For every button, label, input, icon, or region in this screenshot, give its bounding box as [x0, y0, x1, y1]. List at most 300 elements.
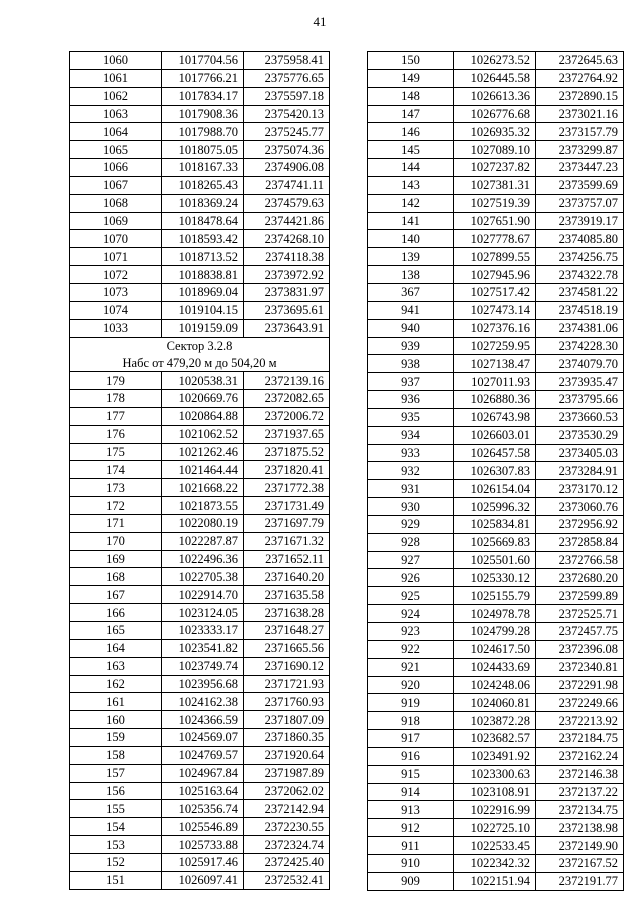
point-number: 161: [70, 693, 162, 711]
point-number: 171: [70, 514, 162, 532]
point-number: 929: [368, 515, 454, 533]
table-row: [70, 212, 330, 230]
x-coordinate: 1027089.10: [454, 141, 536, 159]
table-row: [70, 675, 330, 693]
x-coordinate: 1021873.55: [162, 497, 244, 515]
point-number: 1062: [70, 87, 162, 105]
table-row: [70, 248, 330, 266]
x-coordinate: 1027778.67: [454, 230, 536, 248]
y-coordinate: 2372062.02: [244, 782, 330, 800]
table-row: [368, 337, 624, 355]
point-number: 941: [368, 301, 454, 319]
y-coordinate: 2372525.71: [536, 605, 624, 623]
table-row: [70, 853, 330, 871]
y-coordinate: 2371772.38: [244, 479, 330, 497]
point-number: 927: [368, 551, 454, 569]
table-row: [368, 569, 624, 587]
y-coordinate: 2371652.11: [244, 550, 330, 568]
x-coordinate: 1025330.12: [454, 569, 536, 587]
table-row: [368, 355, 624, 373]
table-row: [368, 872, 624, 890]
table-row: [368, 605, 624, 623]
y-coordinate: 2373831.97: [244, 283, 330, 301]
y-coordinate: 2375074.36: [244, 141, 330, 159]
table-row: [368, 283, 624, 301]
table-row: [368, 515, 624, 533]
x-coordinate: 1021668.22: [162, 479, 244, 497]
x-coordinate: 1027138.47: [454, 355, 536, 373]
point-number: 917: [368, 730, 454, 748]
table-row: [368, 658, 624, 676]
x-coordinate: 1026776.68: [454, 105, 536, 123]
x-coordinate: 1022725.10: [454, 819, 536, 837]
point-number: 168: [70, 568, 162, 586]
point-number: 928: [368, 533, 454, 551]
x-coordinate: 1026603.01: [454, 426, 536, 444]
y-coordinate: 2372249.66: [536, 694, 624, 712]
table-row: [70, 800, 330, 818]
table-row: [368, 176, 624, 194]
point-number: 914: [368, 783, 454, 801]
point-number: 930: [368, 498, 454, 516]
x-coordinate: 1022342.32: [454, 854, 536, 872]
y-coordinate: 2371665.56: [244, 639, 330, 657]
table-row: [70, 764, 330, 782]
y-coordinate: 2374741.11: [244, 176, 330, 194]
y-coordinate: 2372230.55: [244, 818, 330, 836]
x-coordinate: 1025917.46: [162, 853, 244, 871]
section-title: Сектор 3.2.8: [70, 337, 330, 354]
table-row: [368, 694, 624, 712]
y-coordinate: 2372890.15: [536, 87, 624, 105]
table-row: [70, 266, 330, 284]
y-coordinate: 2372680.20: [536, 569, 624, 587]
x-coordinate: 1026273.52: [454, 52, 536, 70]
y-coordinate: 2371648.27: [244, 622, 330, 640]
x-coordinate: 1026880.36: [454, 391, 536, 409]
section-header-row: [70, 337, 330, 354]
section-subheader-row: [70, 354, 330, 371]
x-coordinate: 1024967.84: [162, 764, 244, 782]
table-row: [70, 836, 330, 854]
table-row: [70, 693, 330, 711]
point-number: 170: [70, 532, 162, 550]
table-row: [368, 462, 624, 480]
point-number: 144: [368, 159, 454, 177]
y-coordinate: 2371987.89: [244, 764, 330, 782]
table-row: [70, 52, 330, 70]
table-row: [368, 141, 624, 159]
point-number: 148: [368, 87, 454, 105]
x-coordinate: 1022496.36: [162, 550, 244, 568]
point-number: 142: [368, 194, 454, 212]
y-coordinate: 2374118.38: [244, 248, 330, 266]
x-coordinate: 1017704.56: [162, 52, 244, 70]
y-coordinate: 2373284.91: [536, 462, 624, 480]
y-coordinate: 2371820.41: [244, 461, 330, 479]
table-row: [368, 444, 624, 462]
x-coordinate: 1018075.05: [162, 141, 244, 159]
table-row: [70, 443, 330, 461]
y-coordinate: 2371920.64: [244, 746, 330, 764]
table-row: [368, 747, 624, 765]
table-row: [368, 230, 624, 248]
table-row: [70, 69, 330, 87]
y-coordinate: 2375420.13: [244, 105, 330, 123]
table-row: [70, 176, 330, 194]
x-coordinate: 1023749.74: [162, 657, 244, 675]
point-number: 913: [368, 801, 454, 819]
x-coordinate: 1021262.46: [162, 443, 244, 461]
point-number: 909: [368, 872, 454, 890]
point-number: 172: [70, 497, 162, 515]
point-number: 912: [368, 819, 454, 837]
y-coordinate: 2374085.80: [536, 230, 624, 248]
y-coordinate: 2372139.16: [244, 372, 330, 390]
point-number: 937: [368, 373, 454, 391]
point-number: 165: [70, 622, 162, 640]
x-coordinate: 1023682.57: [454, 730, 536, 748]
point-number: 138: [368, 266, 454, 284]
x-coordinate: 1023956.68: [162, 675, 244, 693]
point-number: 173: [70, 479, 162, 497]
section-subtitle: Набс от 479,20 м до 504,20 м: [70, 354, 330, 371]
y-coordinate: 2372457.75: [536, 623, 624, 641]
table-row: [70, 105, 330, 123]
point-number: 146: [368, 123, 454, 141]
x-coordinate: 1022914.70: [162, 586, 244, 604]
point-number: 159: [70, 729, 162, 747]
y-coordinate: 2372766.58: [536, 551, 624, 569]
x-coordinate: 1023300.63: [454, 765, 536, 783]
x-coordinate: 1024162.38: [162, 693, 244, 711]
table-row: [368, 498, 624, 516]
point-number: 162: [70, 675, 162, 693]
y-coordinate: 2374381.06: [536, 319, 624, 337]
y-coordinate: 2374579.63: [244, 194, 330, 212]
table-row: [70, 746, 330, 764]
table-row: [368, 533, 624, 551]
y-coordinate: 2375597.18: [244, 87, 330, 105]
y-coordinate: 2371638.28: [244, 604, 330, 622]
y-coordinate: 2372162.24: [536, 747, 624, 765]
point-number: 940: [368, 319, 454, 337]
point-number: 926: [368, 569, 454, 587]
table-row: [368, 391, 624, 409]
x-coordinate: 1019104.15: [162, 301, 244, 319]
y-coordinate: 2372324.74: [244, 836, 330, 854]
point-number: 177: [70, 407, 162, 425]
x-coordinate: 1018265.43: [162, 176, 244, 194]
x-coordinate: 1024248.06: [454, 676, 536, 694]
table-row: [368, 105, 624, 123]
point-number: 915: [368, 765, 454, 783]
x-coordinate: 1026097.41: [162, 871, 244, 889]
point-number: 939: [368, 337, 454, 355]
page-number: 41: [313, 14, 327, 29]
x-coordinate: 1022916.99: [454, 801, 536, 819]
y-coordinate: 2374421.86: [244, 212, 330, 230]
x-coordinate: 1024978.78: [454, 605, 536, 623]
table-row: [70, 657, 330, 675]
y-coordinate: 2372764.92: [536, 69, 624, 87]
y-coordinate: 2373757.07: [536, 194, 624, 212]
y-coordinate: 2375776.65: [244, 69, 330, 87]
point-number: 1063: [70, 105, 162, 123]
table-row: [368, 765, 624, 783]
table-row: [368, 640, 624, 658]
x-coordinate: 1017766.21: [162, 69, 244, 87]
x-coordinate: 1025155.79: [454, 587, 536, 605]
point-number: 1067: [70, 176, 162, 194]
x-coordinate: 1023491.92: [454, 747, 536, 765]
x-coordinate: 1017834.17: [162, 87, 244, 105]
y-coordinate: 2375245.77: [244, 123, 330, 141]
point-number: 911: [368, 837, 454, 855]
x-coordinate: 1023124.05: [162, 604, 244, 622]
x-coordinate: 1018969.04: [162, 283, 244, 301]
x-coordinate: 1018478.64: [162, 212, 244, 230]
table-row: [368, 801, 624, 819]
table-row: [70, 141, 330, 159]
x-coordinate: 1022705.38: [162, 568, 244, 586]
y-coordinate: 2373795.66: [536, 391, 624, 409]
x-coordinate: 1026445.58: [454, 69, 536, 87]
table-row: [368, 266, 624, 284]
x-coordinate: 1023541.82: [162, 639, 244, 657]
table-row: [368, 837, 624, 855]
table-row: [368, 712, 624, 730]
x-coordinate: 1020538.31: [162, 372, 244, 390]
point-number: 153: [70, 836, 162, 854]
point-number: 175: [70, 443, 162, 461]
y-coordinate: 2371860.35: [244, 729, 330, 747]
y-coordinate: 2371760.93: [244, 693, 330, 711]
y-coordinate: 2372291.98: [536, 676, 624, 694]
point-number: 916: [368, 747, 454, 765]
x-coordinate: 1021062.52: [162, 425, 244, 443]
table-row: [368, 159, 624, 177]
point-number: 1070: [70, 230, 162, 248]
point-number: 157: [70, 764, 162, 782]
x-coordinate: 1027011.93: [454, 373, 536, 391]
y-coordinate: 2372425.40: [244, 853, 330, 871]
x-coordinate: 1027376.16: [454, 319, 536, 337]
x-coordinate: 1024060.81: [454, 694, 536, 712]
y-coordinate: 2373599.69: [536, 176, 624, 194]
x-coordinate: 1018713.52: [162, 248, 244, 266]
point-number: 145: [368, 141, 454, 159]
x-coordinate: 1018167.33: [162, 159, 244, 177]
x-coordinate: 1023108.91: [454, 783, 536, 801]
y-coordinate: 2371731.49: [244, 497, 330, 515]
x-coordinate: 1026743.98: [454, 408, 536, 426]
point-number: 1073: [70, 283, 162, 301]
x-coordinate: 1025669.83: [454, 533, 536, 551]
table-row: [368, 123, 624, 141]
y-coordinate: 2373447.23: [536, 159, 624, 177]
y-coordinate: 2373643.91: [244, 319, 330, 337]
table-row: [70, 497, 330, 515]
table-row: [70, 87, 330, 105]
table-row: [70, 372, 330, 390]
point-number: 1069: [70, 212, 162, 230]
y-coordinate: 2371635.58: [244, 586, 330, 604]
x-coordinate: 1019159.09: [162, 319, 244, 337]
table-row: [368, 373, 624, 391]
y-coordinate: 2373405.03: [536, 444, 624, 462]
table-row: [70, 550, 330, 568]
y-coordinate: 2372599.89: [536, 587, 624, 605]
y-coordinate: 2373157.79: [536, 123, 624, 141]
point-number: 156: [70, 782, 162, 800]
table-row: [368, 248, 624, 266]
point-number: 164: [70, 639, 162, 657]
y-coordinate: 2374079.70: [536, 355, 624, 373]
y-coordinate: 2375958.41: [244, 52, 330, 70]
point-number: 163: [70, 657, 162, 675]
x-coordinate: 1027237.82: [454, 159, 536, 177]
x-coordinate: 1024799.28: [454, 623, 536, 641]
table-row: [368, 52, 624, 70]
table-row: [70, 604, 330, 622]
x-coordinate: 1027945.96: [454, 266, 536, 284]
table-row: [368, 480, 624, 498]
x-coordinate: 1026457.58: [454, 444, 536, 462]
point-number: 1074: [70, 301, 162, 319]
y-coordinate: 2371875.52: [244, 443, 330, 461]
x-coordinate: 1027899.55: [454, 248, 536, 266]
table-row: [368, 587, 624, 605]
y-coordinate: 2373299.87: [536, 141, 624, 159]
y-coordinate: 2374268.10: [244, 230, 330, 248]
table-row: [70, 407, 330, 425]
y-coordinate: 2374322.78: [536, 266, 624, 284]
table-row: [368, 676, 624, 694]
table-row: [368, 194, 624, 212]
x-coordinate: 1024769.57: [162, 746, 244, 764]
point-number: 918: [368, 712, 454, 730]
y-coordinate: 2372167.52: [536, 854, 624, 872]
table-row: [70, 283, 330, 301]
coordinates-table-right: [367, 51, 624, 891]
x-coordinate: 1024433.69: [454, 658, 536, 676]
x-coordinate: 1027381.31: [454, 176, 536, 194]
point-number: 150: [368, 52, 454, 70]
table-row: [368, 426, 624, 444]
y-coordinate: 2372340.81: [536, 658, 624, 676]
x-coordinate: 1020669.76: [162, 390, 244, 408]
point-number: 931: [368, 480, 454, 498]
point-number: 152: [70, 853, 162, 871]
table-row: [70, 586, 330, 604]
table-row: [368, 551, 624, 569]
x-coordinate: 1026613.36: [454, 87, 536, 105]
y-coordinate: 2371937.65: [244, 425, 330, 443]
point-number: 1071: [70, 248, 162, 266]
point-number: 179: [70, 372, 162, 390]
point-number: 920: [368, 676, 454, 694]
point-number: 925: [368, 587, 454, 605]
y-coordinate: 2373919.17: [536, 212, 624, 230]
point-number: 922: [368, 640, 454, 658]
y-coordinate: 2372396.08: [536, 640, 624, 658]
y-coordinate: 2372134.75: [536, 801, 624, 819]
x-coordinate: 1021464.44: [162, 461, 244, 479]
table-row: [70, 425, 330, 443]
x-coordinate: 1025996.32: [454, 498, 536, 516]
table-row: [70, 729, 330, 747]
point-number: 151: [70, 871, 162, 889]
y-coordinate: 2372532.41: [244, 871, 330, 889]
y-coordinate: 2372149.90: [536, 837, 624, 855]
x-coordinate: 1024569.07: [162, 729, 244, 747]
point-number: 160: [70, 711, 162, 729]
point-number: 178: [70, 390, 162, 408]
y-coordinate: 2371690.12: [244, 657, 330, 675]
y-coordinate: 2372137.22: [536, 783, 624, 801]
point-number: 139: [368, 248, 454, 266]
table-row: [70, 711, 330, 729]
point-number: 1066: [70, 159, 162, 177]
x-coordinate: 1026935.32: [454, 123, 536, 141]
coordinates-table-left: [69, 51, 330, 890]
table-row: [70, 159, 330, 177]
y-coordinate: 2372006.72: [244, 407, 330, 425]
point-number: 174: [70, 461, 162, 479]
x-coordinate: 1022533.45: [454, 837, 536, 855]
point-number: 1060: [70, 52, 162, 70]
x-coordinate: 1017988.70: [162, 123, 244, 141]
x-coordinate: 1025733.88: [162, 836, 244, 854]
y-coordinate: 2374518.19: [536, 301, 624, 319]
point-number: 924: [368, 605, 454, 623]
table-row: [70, 514, 330, 532]
table-row: [70, 461, 330, 479]
table-row: [70, 782, 330, 800]
y-coordinate: 2372142.94: [244, 800, 330, 818]
x-coordinate: 1018593.42: [162, 230, 244, 248]
x-coordinate: 1027259.95: [454, 337, 536, 355]
table-row: [70, 194, 330, 212]
table-row: [70, 622, 330, 640]
point-number: 176: [70, 425, 162, 443]
y-coordinate: 2373660.53: [536, 408, 624, 426]
x-coordinate: 1027651.90: [454, 212, 536, 230]
y-coordinate: 2372191.77: [536, 872, 624, 890]
x-coordinate: 1025356.74: [162, 800, 244, 818]
point-number: 1061: [70, 69, 162, 87]
x-coordinate: 1018838.81: [162, 266, 244, 284]
table-row: [368, 783, 624, 801]
y-coordinate: 2374906.08: [244, 159, 330, 177]
x-coordinate: 1027473.14: [454, 301, 536, 319]
table-row: [70, 532, 330, 550]
point-number: 1068: [70, 194, 162, 212]
point-number: 934: [368, 426, 454, 444]
table-row: [70, 230, 330, 248]
table-row: [70, 123, 330, 141]
y-coordinate: 2372213.92: [536, 712, 624, 730]
point-number: 1072: [70, 266, 162, 284]
table-row: [70, 871, 330, 889]
table-row: [70, 301, 330, 319]
table-row: [70, 479, 330, 497]
point-number: 158: [70, 746, 162, 764]
point-number: 932: [368, 462, 454, 480]
point-number: 933: [368, 444, 454, 462]
x-coordinate: 1025546.89: [162, 818, 244, 836]
